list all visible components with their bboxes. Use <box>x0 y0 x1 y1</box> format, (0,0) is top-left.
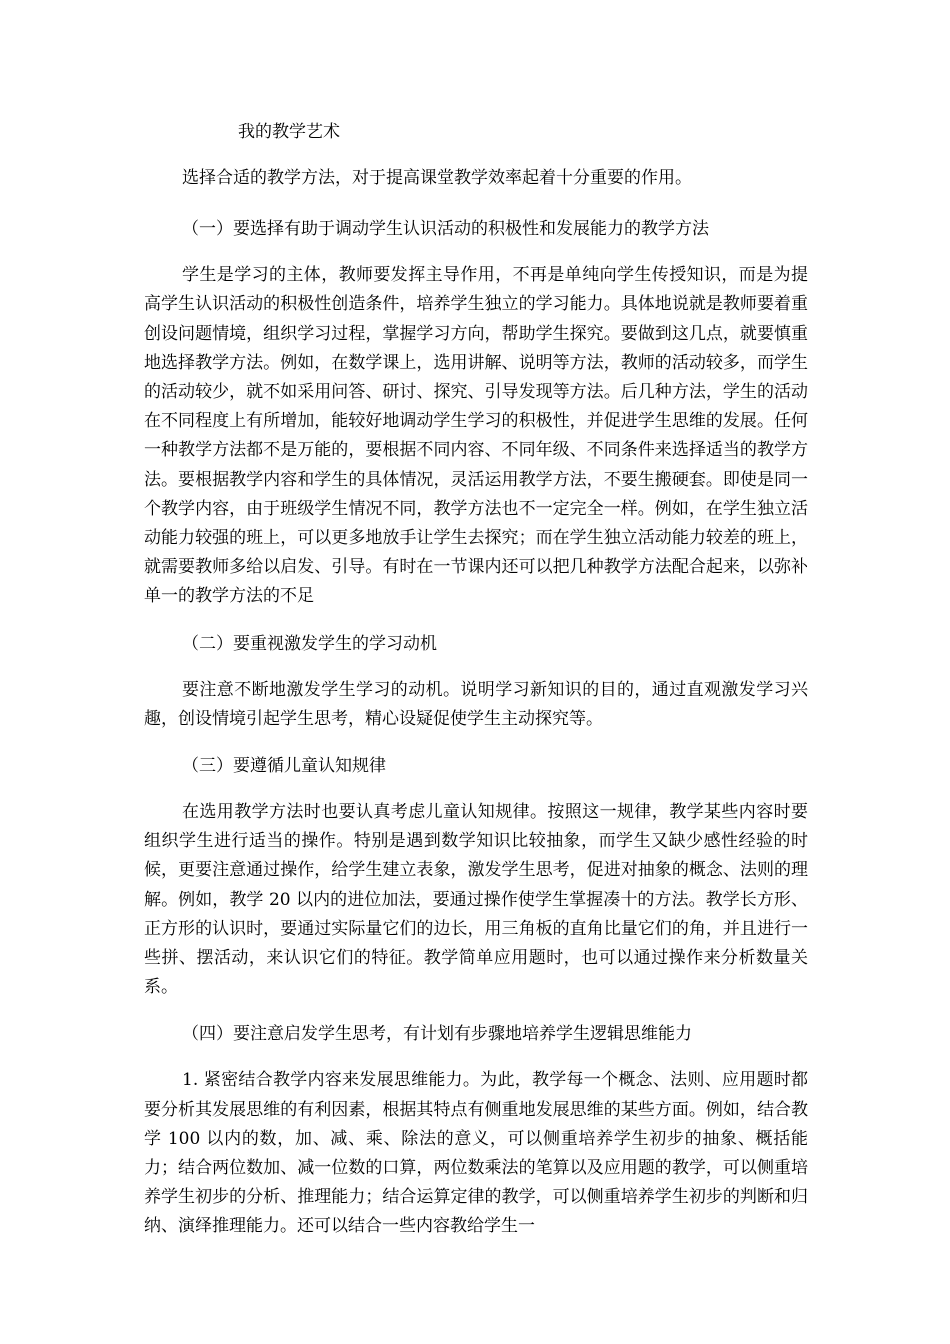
section-heading-4: （四）要注意启发学生思考，有计划有步骤地培养学生逻辑思维能力 <box>182 1024 692 1045</box>
section-body-4: 1. 紧密结合教学内容来发展思维能力。为此，教学每一个概念、法则、应用题时都要分析其发展思维的有利因素，根据其特点有侧重地发展思维的某些方面。例如，结合教学 100 以内的数，加、减、乘、除法的意义，可以侧重培养学生初步的抽象、概括能力；结合两位数加、减一位数的口算，两位数乘法的笔算以及应用题的教学，可以侧重培养学生初步的分析、推理能力；结合运算定律的教学，可以侧重培养学生初步的判断和归纳、演绎推理能力。还可以结合一些内容教给学生一 <box>144 1070 808 1237</box>
document-body <box>144 118 808 1260</box>
section-body-1: 学生是学习的主体，教师要发挥主导作用，不再是单纯向学生传授知识，而是为提高学生认识活动的积极性创造条件，培养学生独立的学习能力。具体地说就是教师要着重创设问题情境，组织学习过程，掌握学习方向，帮助学生探究。要做到这几点，就要慎重地选择教学方法。例如，在数学课上，选用讲解、说明等方法，教师的活动较多，而学生的活动较少，就不如采用问答、研讨、探究、引导发现等方法。后几种方法，学生的活动在不同程度上有所增加，能较好地调动学生学习的积极性，并促进学生思维的发展。任何一种教学方法都不是万能的，要根据不同内容、不同年级、不同条件来选择适当的教学方法。要根据教学内容和学生的具体情况，灵活运用教学方法，不要生搬硬套。即使是同一个教学内容，由于班级学生情况不同，教学方法也不一定完全一样。例如，在学生独立活动能力较强的班上，可以更多地放手让学生去探究；而在学生独立活动能力较差的班上，就需要教师多给以启发、引导。有时在一节课内还可以把几种教学方法配合起来，以弥补单一的教学方法的不足 <box>144 265 808 607</box>
section-heading-1: （一）要选择有助于调动学生认识活动的积极性和发展能力的教学方法 <box>182 219 709 240</box>
section-body-2: 要注意不断地激发学生学习的动机。说明学习新知识的目的，通过直观激发学习兴趣，创设情境引起学生思考，精心设疑促使学生主动探究等。 <box>144 679 808 729</box>
document-title: 我的教学艺术 <box>238 122 340 142</box>
section-heading-2: （二）要重视激发学生的学习动机 <box>182 633 437 654</box>
intro-paragraph: 选择合适的教学方法，对于提高课堂教学效率起着十分重要的作用。 <box>182 168 692 188</box>
section-heading-3: （三）要遵循儿童认知规律 <box>182 756 386 777</box>
section-body-3: 在选用教学方法时也要认真考虑儿童认知规律。按照这一规律，教学某些内容时要组织学生进行适当的操作。特别是遇到数学知识比较抽象，而学生又缺少感性经验的时候，更要注意通过操作，给学生建立表象，激发学生思考，促进对抽象的概念、法则的理解。例如，教学 20 以内的进位加法，要通过操作使学生掌握凑十的方法。教学长方形、正方形的认识时，要通过实际量它们的边长，用三角板的直角比量它们的角，并且进行一些拼、摆活动，来认识它们的特征。教学简单应用题时，也可以通过操作来分析数量关系。 <box>144 802 808 998</box>
